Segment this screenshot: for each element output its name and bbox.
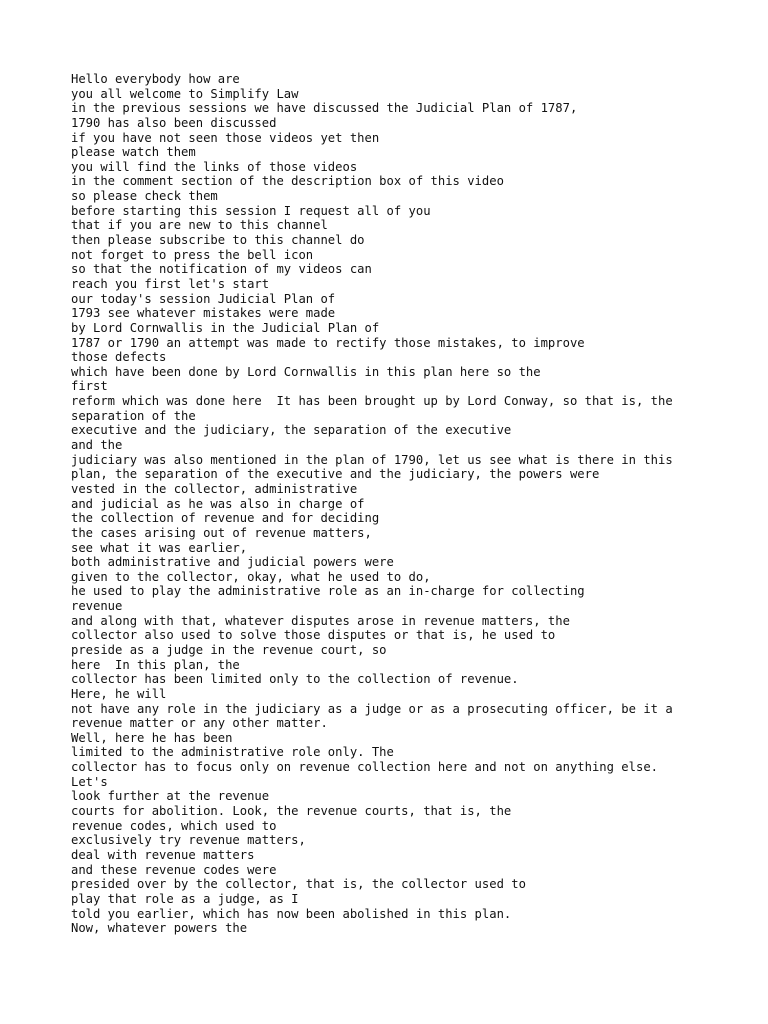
transcript-line: preside as a judge in the revenue court, so xyxy=(71,642,387,657)
transcript-line: not have any role in the judiciary as a judge or as a prosecuting officer, be it a xyxy=(71,701,673,716)
transcript-line: both administrative and judicial powers were xyxy=(71,555,394,570)
transcript-line: revenue xyxy=(71,599,123,614)
transcript-line: before starting this session I request all of you xyxy=(71,203,431,218)
transcript-line: look further at the revenue xyxy=(71,789,270,804)
transcript-text-block xyxy=(71,72,711,936)
transcript-line: 1790 has also been discussed xyxy=(71,115,277,130)
transcript-line: and these revenue codes were xyxy=(71,862,277,877)
transcript-line: reach you first let's start xyxy=(71,276,270,291)
transcript-line: limited to the administrative role only. The xyxy=(71,745,394,760)
transcript-line: Well, here he has been xyxy=(71,730,233,745)
transcript-line: plan, the separation of the executive and the judiciary, the powers were xyxy=(71,467,600,482)
transcript-line: 1793 see whatever mistakes were made xyxy=(71,306,336,321)
transcript-line: here In this plan, the xyxy=(71,657,240,672)
transcript-line: then please subscribe to this channel do xyxy=(71,233,365,248)
transcript-line: in the previous sessions we have discussed the Judicial Plan of 1787, xyxy=(71,101,578,116)
transcript-line: deal with revenue matters xyxy=(71,847,255,862)
transcript-line: and judicial as he was also in charge of xyxy=(71,496,365,511)
transcript-line: see what it was earlier, xyxy=(71,540,248,555)
transcript-line: he used to play the administrative role as an in-charge for collecting xyxy=(71,584,585,599)
transcript-line: in the comment section of the description box of this video xyxy=(71,174,504,189)
transcript-line: Hello everybody how are xyxy=(71,72,240,86)
transcript-line: revenue matter or any other matter. xyxy=(71,716,328,731)
transcript-line: exclusively try revenue matters, xyxy=(71,833,306,848)
transcript-line: so please check them xyxy=(71,189,218,204)
transcript-line: 1787 or 1790 an attempt was made to rectify those mistakes, to improve xyxy=(71,335,585,350)
transcript-line: first xyxy=(71,379,108,394)
transcript-line: Let's xyxy=(71,774,108,789)
transcript-line: collector has been limited only to the collection of revenue. xyxy=(71,672,519,687)
transcript-line: revenue codes, which used to xyxy=(71,818,277,833)
transcript-line: vested in the collector, administrative xyxy=(71,481,358,496)
transcript-line: reform which was done here It has been brought up by Lord Conway, so that is, the xyxy=(71,394,673,409)
transcript-line: and along with that, whatever disputes arose in revenue matters, the xyxy=(71,613,570,628)
transcript-line: given to the collector, okay, what he used to do, xyxy=(71,569,431,584)
transcript-line: that if you are new to this channel xyxy=(71,218,328,233)
transcript-line: executive and the judiciary, the separation of the executive xyxy=(71,423,512,438)
transcript-line: presided over by the collector, that is, the collector used to xyxy=(71,877,526,892)
transcript-line: judiciary was also mentioned in the plan of 1790, let us see what is there in this xyxy=(71,452,673,467)
transcript-line: the collection of revenue and for deciding xyxy=(71,511,380,526)
transcript-line: by Lord Cornwallis in the Judicial Plan of xyxy=(71,320,380,335)
transcript-line: collector has to focus only on revenue collection here and not on anything else. xyxy=(71,760,658,775)
transcript-line: separation of the xyxy=(71,408,196,423)
transcript-line: so that the notification of my videos can xyxy=(71,262,372,277)
transcript-line: please watch them xyxy=(71,145,196,160)
transcript-line: if you have not seen those videos yet then xyxy=(71,130,380,145)
transcript-line: you all welcome to Simplify Law xyxy=(71,86,299,101)
transcript-line: those defects xyxy=(71,350,167,365)
transcript-line: not forget to press the bell icon xyxy=(71,247,314,262)
transcript-line: which have been done by Lord Cornwallis in this plan here so the xyxy=(71,364,541,379)
transcript-line: and the xyxy=(71,438,123,453)
transcript-line: collector also used to solve those disputes or that is, he used to xyxy=(71,628,556,643)
transcript-line: our today's session Judicial Plan of xyxy=(71,291,336,306)
transcript-line: Now, whatever powers the xyxy=(71,921,248,936)
transcript-line: the cases arising out of revenue matters, xyxy=(71,525,372,540)
transcript-line: courts for abolition. Look, the revenue courts, that is, the xyxy=(71,804,512,819)
transcript-line: told you earlier, which has now been abolished in this plan. xyxy=(71,906,512,921)
transcript-line: play that role as a judge, as I xyxy=(71,891,299,906)
transcript-line: you will find the links of those videos xyxy=(71,159,358,174)
transcript-line: Here, he will xyxy=(71,686,167,701)
